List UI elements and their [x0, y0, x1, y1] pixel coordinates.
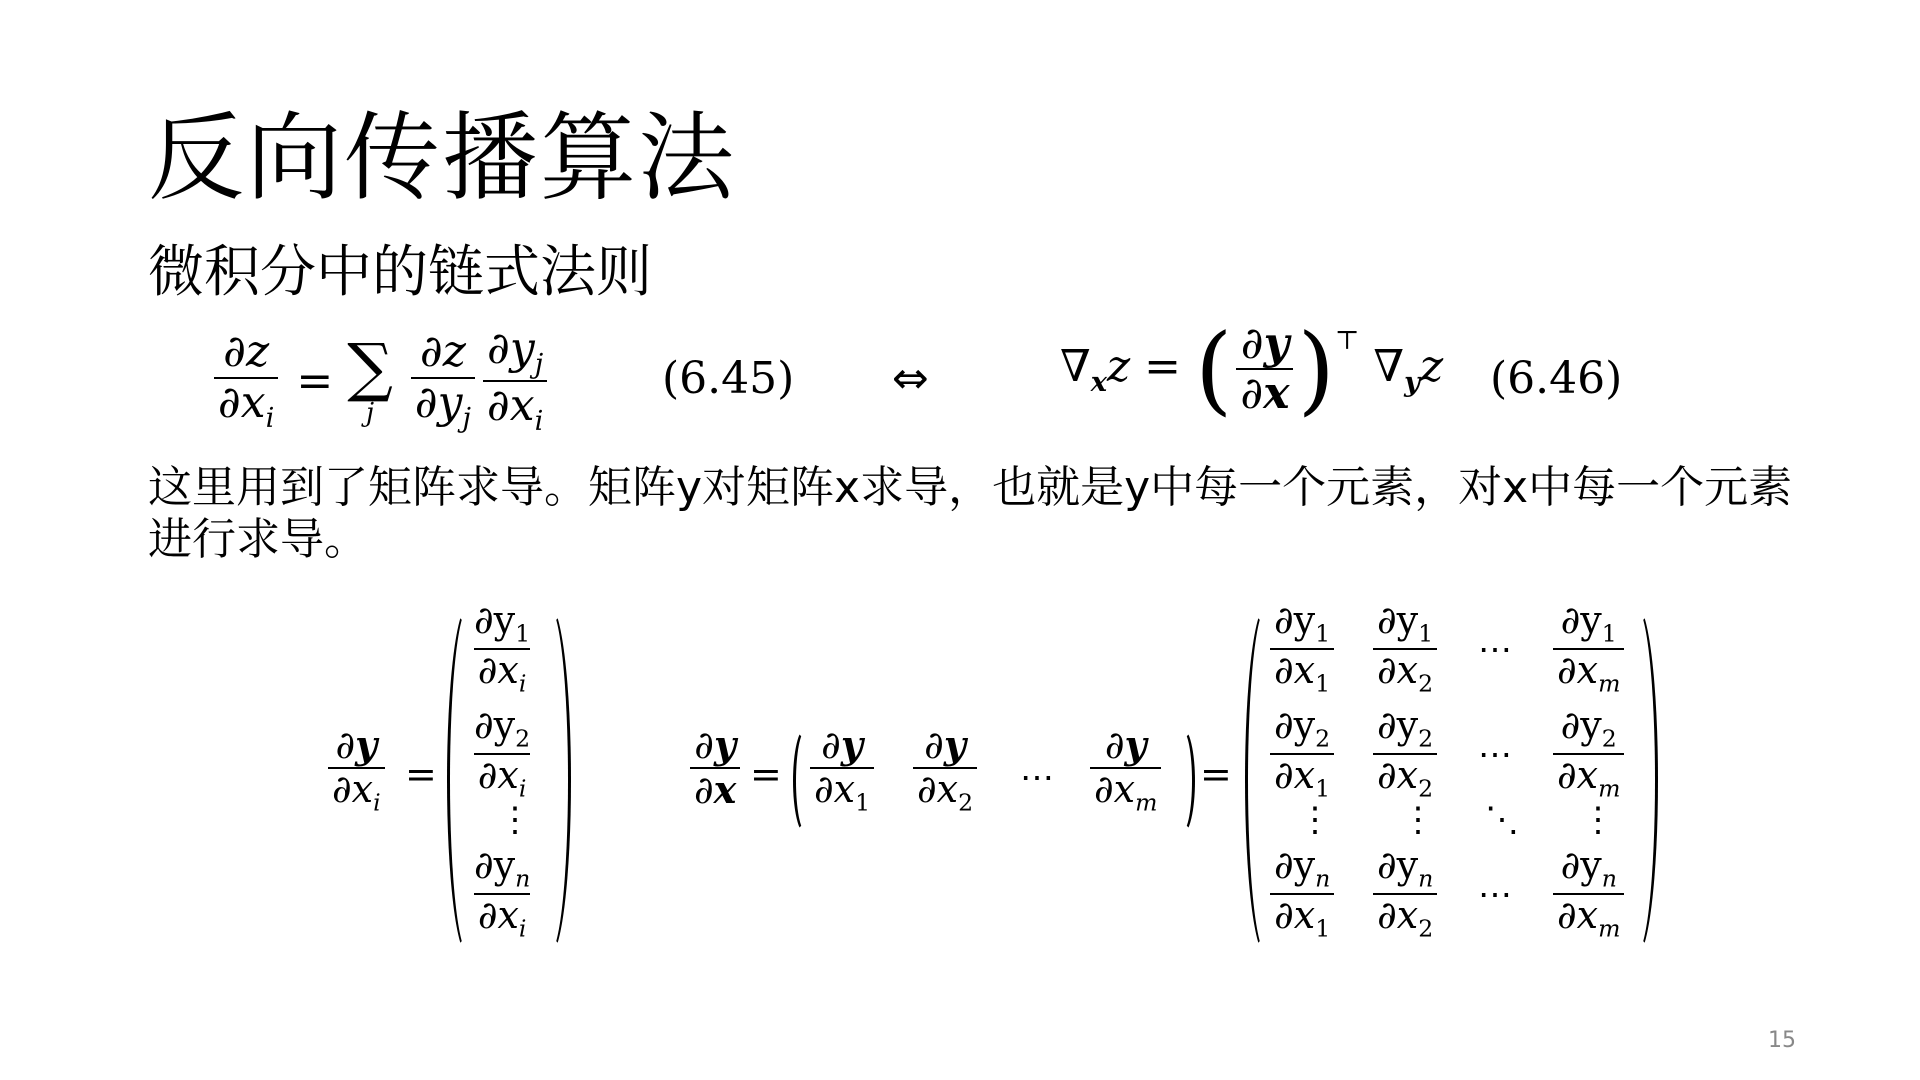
horizontal-dots: ⋯ — [1478, 630, 1512, 670]
equals-sign: = — [750, 752, 782, 796]
equation-label-6-46: (6.46) — [1490, 353, 1623, 404]
slide-subtitle: 微积分中的链式法则 — [148, 240, 652, 305]
equation-6-46: $\nabla_xz$ = ( $\frac{\partial y}{\partial x}$ )⊤ $\nabla_yz$ — [1060, 313, 1444, 426]
matrix-cell: $\frac{\partial y_n}{\partial x_m}$ — [1553, 845, 1624, 942]
chain-rule-equations — [200, 313, 1623, 445]
horizontal-dots: ⋯ — [1478, 875, 1512, 915]
row-entry-1: $\frac{\partial y}{\partial x_1}$ — [810, 724, 874, 816]
vertical-dots: ⋮ — [1401, 800, 1435, 840]
vertical-dots: ⋮ — [1298, 800, 1332, 840]
matrix-cell: $\frac{\partial y_2}{\partial x_m}$ — [1553, 705, 1624, 802]
equivalence-arrow: ⇔ — [892, 353, 929, 404]
diagonal-dots: ⋱ — [1485, 800, 1519, 840]
equation-6-45: $\frac{\partial z}{\partial x_i}$ = ∑ j $\frac{\partial z}{\partial y_j}$ $\frac{\partial y_j}{\partial x_i}$ — [210, 325, 551, 437]
right-paren — [1170, 728, 1195, 834]
explanation-paragraph: 这里用到了矩阵求导。矩阵y对矩阵x求导，也就是y中每一个元素，对x中每一个元素进行求导。 — [148, 462, 1793, 565]
lhs-dy-dxi: $\frac{\partial y}{\partial x_i}$ — [328, 724, 385, 816]
lhs-dy-dx: $\frac{\partial y}{\partial x}$ — [690, 724, 740, 812]
equals-sign: = — [405, 752, 437, 796]
matrix-cell: $\frac{\partial y_2}{\partial x_2}$ — [1373, 705, 1437, 802]
matrix-cell: $\frac{\partial y_1}{\partial x_m}$ — [1553, 600, 1624, 697]
equation-label-6-45: (6.45) — [662, 353, 795, 404]
right-paren — [528, 605, 571, 956]
row-entry-m: $\frac{\partial y}{\partial x_m}$ — [1090, 724, 1161, 816]
vector-entry-2: $\frac{\partial y_2}{\partial x_i}$ — [474, 703, 531, 803]
horizontal-dots: ⋯ — [1020, 758, 1054, 798]
row-entry-2: $\frac{\partial y}{\partial x_2}$ — [913, 724, 977, 816]
vector-entry-1: $\frac{\partial y_1}{\partial x_i}$ — [474, 598, 531, 698]
horizontal-dots: ⋯ — [1478, 735, 1512, 775]
vector-entry-n: $\frac{\partial y_n}{\partial x_i}$ — [474, 843, 531, 943]
vertical-dots: ⋮ — [498, 800, 532, 840]
equals-sign: = — [1200, 752, 1232, 796]
matrix-cell: $\frac{\partial y_n}{\partial x_1}$ — [1270, 845, 1334, 942]
vertical-dots: ⋮ — [1581, 800, 1615, 840]
matrix-cell: $\frac{\partial y_1}{\partial x_1}$ — [1270, 600, 1334, 697]
matrix-cell: $\frac{\partial y_n}{\partial x_2}$ — [1373, 845, 1437, 942]
matrix-cell: $\frac{\partial y_2}{\partial x_1}$ — [1270, 705, 1334, 802]
matrix-cell: $\frac{\partial y_1}{\partial x_2}$ — [1373, 600, 1437, 697]
slide-title: 反向传播算法 — [148, 102, 736, 214]
page-number: 15 — [1768, 1028, 1796, 1053]
